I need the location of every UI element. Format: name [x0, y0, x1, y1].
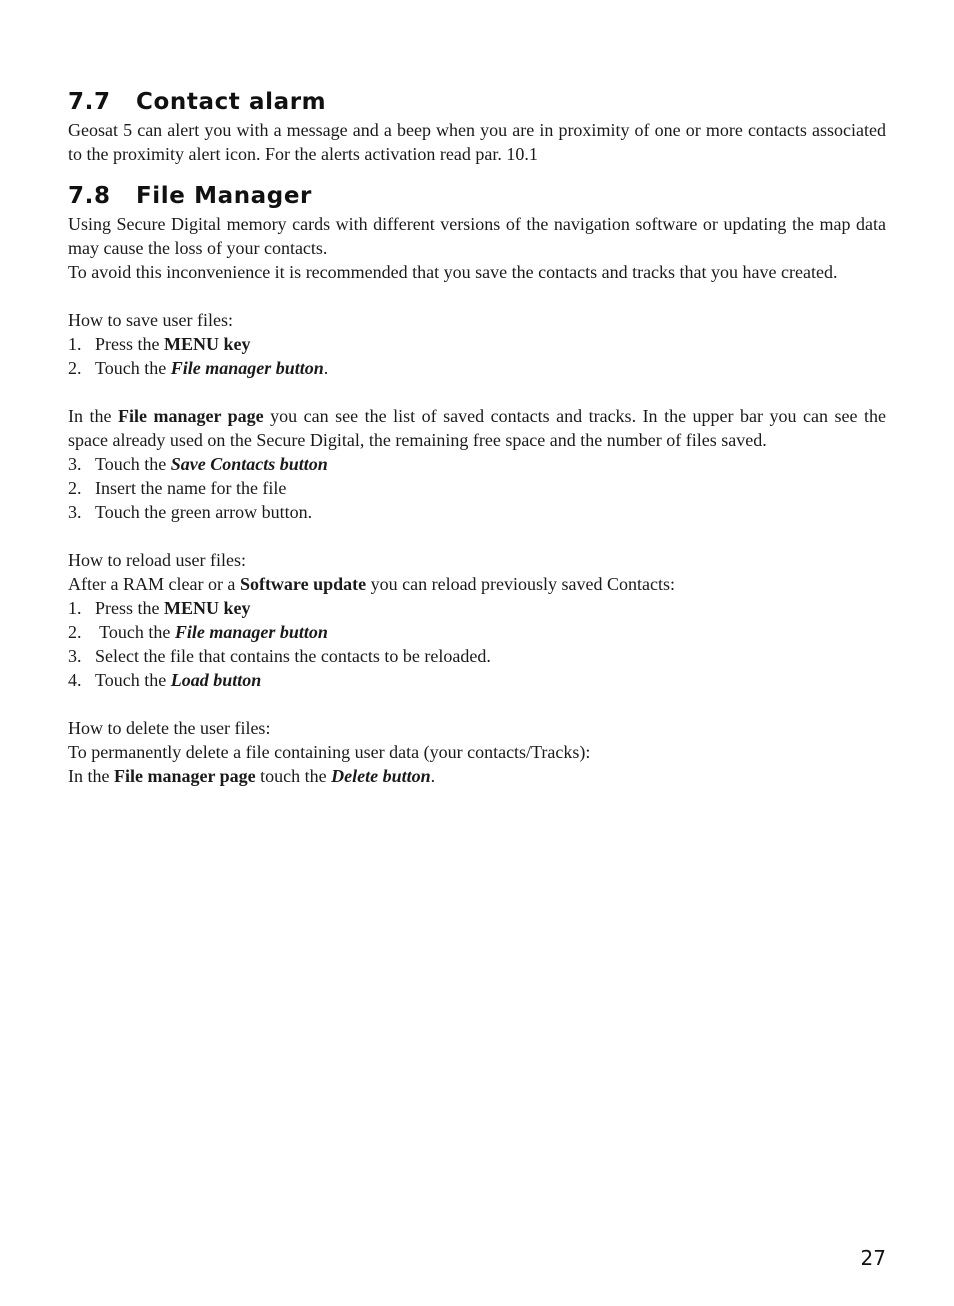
list-item: 2. Touch the File manager button — [68, 622, 328, 642]
save-steps — [68, 332, 886, 380]
section-title: File Manager — [136, 183, 312, 209]
list-item: 3. Select the file that contains the contacts to be reloaded. — [68, 646, 491, 666]
page-content — [68, 86, 886, 788]
section-number: 7.8 — [68, 183, 111, 209]
section-title: Contact alarm — [136, 89, 327, 115]
file-manager-intro-2: To avoid this inconvenience it is recommended that you save the contacts and tracks that you have created. — [68, 262, 838, 282]
file-manager-page-paragraph: In the File manager page you can see the list of saved contacts and tracks. In the upper bar you can see the space already used on the Secure Digital, the remaining free space and the number of files saved. — [68, 406, 886, 450]
list-item: 2. Touch the File manager button. — [68, 358, 329, 378]
section-heading-contact-alarm — [68, 86, 886, 118]
reload-steps — [68, 596, 886, 692]
section-number: 7.7 — [68, 89, 111, 115]
list-item: 3. Touch the green arrow button. — [68, 502, 313, 522]
list-item: 1. Press the MENU key — [68, 334, 251, 354]
reload-heading: How to reload user files: — [68, 550, 246, 570]
list-item: 4. Touch the Load button — [68, 670, 262, 690]
page-number: 27 — [860, 1246, 886, 1270]
delete-line-2: In the File manager page touch the Delete button. — [68, 766, 436, 786]
delete-line-1: To permanently delete a file containing user data (your contacts/Tracks): — [68, 742, 591, 762]
list-item: 3. Touch the Save Contacts button — [68, 454, 328, 474]
delete-heading: How to delete the user files: — [68, 718, 271, 738]
section-heading-file-manager — [68, 180, 886, 212]
file-manager-intro-1: Using Secure Digital memory cards with different versions of the navigation software or updating the map data may cause the loss of your contacts. — [68, 214, 886, 258]
file-manager-page-steps — [68, 452, 886, 524]
list-item: 1. Press the MENU key — [68, 598, 251, 618]
save-heading: How to save user files: — [68, 310, 233, 330]
list-item: 2. Insert the name for the file — [68, 478, 287, 498]
contact-alarm-paragraph: Geosat 5 can alert you with a message and a beep when you are in proximity of one or more contacts associated to the proximity alert icon. For the alerts activation read par. 10.1 — [68, 120, 886, 164]
reload-intro: After a RAM clear or a Software update you can reload previously saved Contacts: — [68, 574, 676, 594]
